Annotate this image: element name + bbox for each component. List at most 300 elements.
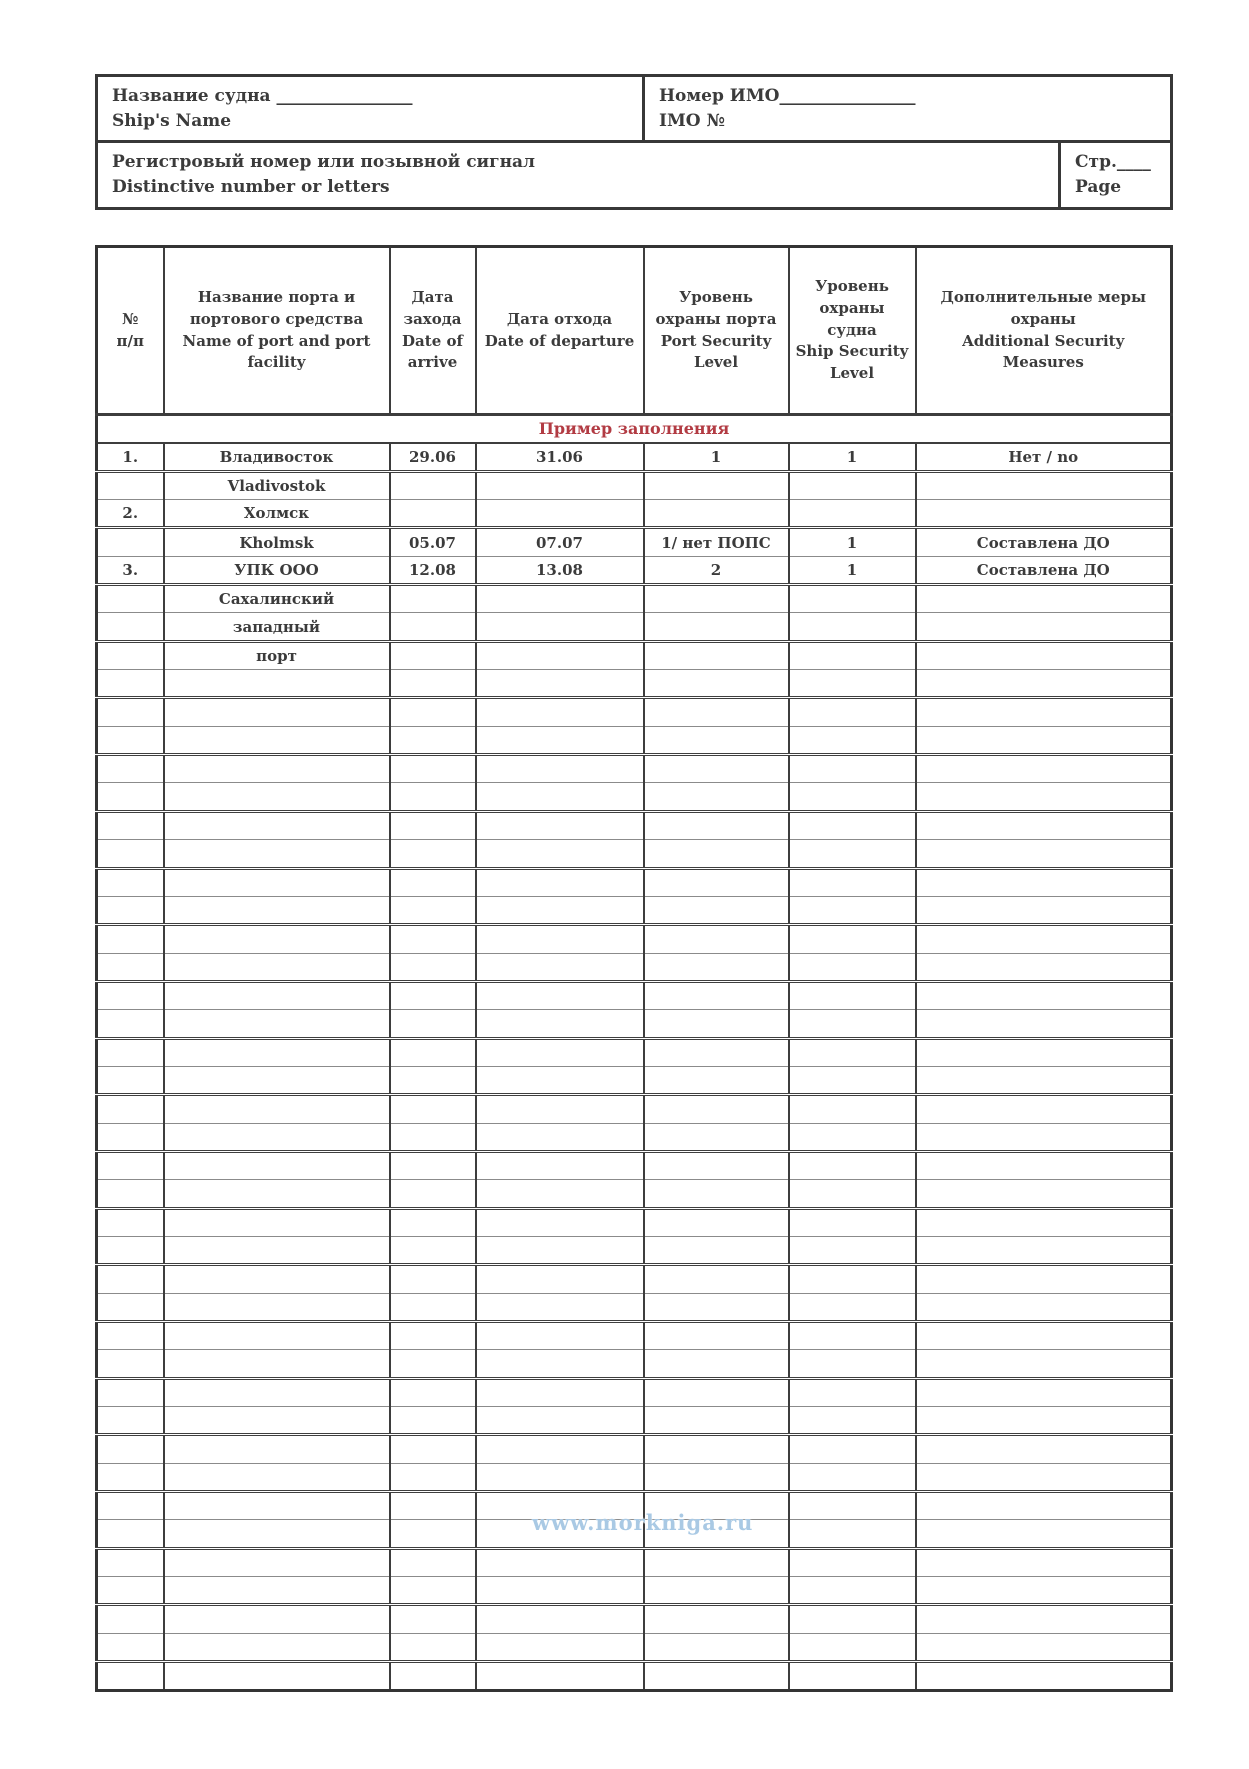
table-cell xyxy=(164,868,390,896)
table-cell xyxy=(644,783,789,811)
table-cell xyxy=(97,641,164,669)
table-cell xyxy=(476,1322,644,1350)
table-cell xyxy=(97,925,164,953)
table-cell xyxy=(916,1350,1172,1378)
table-cell: 29.06 xyxy=(390,443,476,471)
table-row xyxy=(97,1492,1172,1520)
table-cell: 1. xyxy=(97,443,164,471)
table-cell xyxy=(390,1265,476,1293)
col-port-ru: Название порта и портового средства xyxy=(189,288,364,328)
table-cell: Kholmsk xyxy=(164,528,390,556)
table-cell xyxy=(97,1236,164,1264)
table-cell xyxy=(476,840,644,868)
table-cell xyxy=(476,471,644,499)
table-cell xyxy=(97,1577,164,1605)
table-row xyxy=(97,925,1172,953)
table-cell xyxy=(916,670,1172,698)
col-header-port-name xyxy=(164,247,390,415)
col-psl-ru: Уровень охраны порта xyxy=(655,288,777,328)
col-departure-en: Date of departure xyxy=(484,331,635,350)
table-cell xyxy=(644,868,789,896)
col-header-date-arrive xyxy=(390,247,476,415)
watermark-text: www.morkniga.ru xyxy=(532,1510,754,1535)
table-cell xyxy=(97,1066,164,1094)
table-row xyxy=(97,1322,1172,1350)
table-cell xyxy=(789,1378,916,1406)
table-cell xyxy=(644,698,789,726)
table-cell xyxy=(390,783,476,811)
table-cell xyxy=(789,726,916,754)
table-cell xyxy=(916,1548,1172,1576)
distinctive-label-ru: Регистровый номер или позывной сигнал xyxy=(112,152,536,172)
table-cell xyxy=(644,1123,789,1151)
table-cell xyxy=(97,670,164,698)
table-cell xyxy=(789,1548,916,1576)
table-cell xyxy=(390,1038,476,1066)
table-cell xyxy=(789,1605,916,1633)
imo-label-en: IMO № xyxy=(659,110,725,131)
ship-name-label-en: Ship's Name xyxy=(112,110,232,131)
table-row xyxy=(97,896,1172,924)
table-row xyxy=(97,1662,1172,1691)
table-cell xyxy=(789,1492,916,1520)
table-cell xyxy=(476,1293,644,1321)
table-cell xyxy=(164,1265,390,1293)
table-cell xyxy=(164,1180,390,1208)
table-cell xyxy=(916,1435,1172,1463)
table-cell xyxy=(916,641,1172,669)
table-row xyxy=(97,1095,1172,1123)
table-cell xyxy=(789,1407,916,1435)
table-cell xyxy=(390,670,476,698)
table-row xyxy=(97,556,1172,584)
distinctive-label-en: Distinctive number or letters xyxy=(112,176,390,197)
table-row xyxy=(97,1463,1172,1491)
table-cell xyxy=(644,500,789,528)
table-cell xyxy=(476,641,644,669)
table-cell xyxy=(789,1322,916,1350)
col-ssl-en: Ship Security Level xyxy=(795,342,909,383)
table-cell xyxy=(789,1633,916,1661)
table-cell xyxy=(164,1463,390,1491)
table-cell: Составлена ДО xyxy=(916,556,1172,584)
table-cell xyxy=(644,1577,789,1605)
table-cell xyxy=(97,896,164,924)
table-cell xyxy=(916,1322,1172,1350)
table-cell xyxy=(164,925,390,953)
col-header-date-departure xyxy=(476,247,644,415)
col-header-number xyxy=(97,247,164,415)
table-cell xyxy=(476,1577,644,1605)
table-cell xyxy=(390,698,476,726)
table-cell xyxy=(644,1322,789,1350)
table-cell xyxy=(97,811,164,839)
table-cell xyxy=(390,1180,476,1208)
table-cell xyxy=(164,1492,390,1520)
table-cell: 3. xyxy=(97,556,164,584)
table-cell xyxy=(476,1548,644,1576)
table-cell xyxy=(97,1492,164,1520)
table-cell xyxy=(916,1038,1172,1066)
table-cell xyxy=(164,1010,390,1038)
table-cell xyxy=(789,783,916,811)
table-cell xyxy=(164,1577,390,1605)
table-cell xyxy=(916,840,1172,868)
table-row xyxy=(97,1123,1172,1151)
table-cell xyxy=(476,953,644,981)
table-cell xyxy=(916,953,1172,981)
table-cell xyxy=(390,585,476,613)
table-row xyxy=(97,1010,1172,1038)
table-row xyxy=(97,471,1172,499)
table-cell: Нет / no xyxy=(916,443,1172,471)
table-cell xyxy=(164,783,390,811)
table-row xyxy=(97,1520,1172,1548)
table-cell xyxy=(390,1492,476,1520)
table-cell xyxy=(164,811,390,839)
table-cell xyxy=(390,500,476,528)
table-cell: Составлена ДО xyxy=(916,528,1172,556)
table-cell xyxy=(164,1293,390,1321)
table-cell xyxy=(916,726,1172,754)
table-cell xyxy=(97,585,164,613)
table-row xyxy=(97,840,1172,868)
table-cell xyxy=(164,755,390,783)
table-cell xyxy=(789,1463,916,1491)
table-cell xyxy=(390,925,476,953)
table-body xyxy=(97,415,1172,1691)
table-cell xyxy=(476,1038,644,1066)
table-cell xyxy=(916,925,1172,953)
table-cell xyxy=(390,613,476,641)
table-row xyxy=(97,1293,1172,1321)
table-cell xyxy=(97,1520,164,1548)
distinctive-number-field xyxy=(98,143,1058,207)
table-cell xyxy=(97,1662,164,1691)
table-cell xyxy=(476,981,644,1009)
table-cell xyxy=(789,1265,916,1293)
table-cell xyxy=(789,981,916,1009)
table-cell xyxy=(164,1407,390,1435)
table-cell: Владивосток xyxy=(164,443,390,471)
table-row xyxy=(97,1265,1172,1293)
table-row xyxy=(97,443,1172,471)
table-cell xyxy=(164,1350,390,1378)
table-cell: 1 xyxy=(789,443,916,471)
col-port-en: Name of port and port facility xyxy=(182,331,371,372)
table-cell xyxy=(916,1407,1172,1435)
table-cell xyxy=(916,698,1172,726)
table-cell xyxy=(476,896,644,924)
table-cell xyxy=(789,670,916,698)
table-cell xyxy=(644,953,789,981)
table-cell xyxy=(916,1208,1172,1236)
table-cell xyxy=(789,1010,916,1038)
table-row xyxy=(97,613,1172,641)
table-cell xyxy=(789,585,916,613)
table-cell: 1 xyxy=(789,556,916,584)
table-cell xyxy=(789,755,916,783)
table-cell xyxy=(916,783,1172,811)
table-cell xyxy=(789,1066,916,1094)
table-cell xyxy=(644,1038,789,1066)
table-cell xyxy=(916,585,1172,613)
table-cell xyxy=(390,1123,476,1151)
table-cell xyxy=(644,1010,789,1038)
table-row xyxy=(97,585,1172,613)
col-arrive-ru: Дата захода xyxy=(403,288,462,328)
table-cell xyxy=(390,1577,476,1605)
table-cell xyxy=(916,613,1172,641)
table-cell xyxy=(390,1095,476,1123)
table-cell xyxy=(789,1095,916,1123)
table-cell xyxy=(476,1265,644,1293)
table-cell xyxy=(916,1605,1172,1633)
table-cell xyxy=(789,698,916,726)
table-cell xyxy=(916,896,1172,924)
table-row xyxy=(97,1038,1172,1066)
table-row xyxy=(97,981,1172,1009)
table-cell xyxy=(644,585,789,613)
table-cell xyxy=(644,1435,789,1463)
table-row xyxy=(97,1236,1172,1264)
table-cell xyxy=(164,1322,390,1350)
col-number-ru: № xyxy=(122,309,139,328)
table-cell xyxy=(97,1151,164,1179)
table-cell xyxy=(97,528,164,556)
table-cell xyxy=(916,1520,1172,1548)
table-cell xyxy=(644,1293,789,1321)
table-cell xyxy=(97,698,164,726)
table-cell xyxy=(644,1208,789,1236)
table-cell xyxy=(476,613,644,641)
table-cell xyxy=(916,811,1172,839)
table-cell xyxy=(476,1378,644,1406)
table-cell xyxy=(97,726,164,754)
table-cell xyxy=(164,1605,390,1633)
table-cell xyxy=(97,981,164,1009)
table-cell xyxy=(390,1463,476,1491)
table-cell xyxy=(644,1407,789,1435)
table-cell xyxy=(644,1265,789,1293)
ship-name-field xyxy=(98,77,642,140)
table-cell xyxy=(789,1662,916,1691)
table-row xyxy=(97,953,1172,981)
table-cell xyxy=(644,641,789,669)
table-cell xyxy=(916,1151,1172,1179)
table-cell xyxy=(644,840,789,868)
table-cell xyxy=(97,1010,164,1038)
example-row xyxy=(97,415,1172,443)
table-cell xyxy=(164,1378,390,1406)
table-cell xyxy=(789,1435,916,1463)
table-cell xyxy=(164,1066,390,1094)
table-cell xyxy=(916,1180,1172,1208)
table-cell xyxy=(97,1095,164,1123)
table-cell xyxy=(390,1435,476,1463)
table-cell xyxy=(476,1010,644,1038)
table-cell xyxy=(916,1010,1172,1038)
table-cell xyxy=(97,613,164,641)
table-cell xyxy=(390,1322,476,1350)
table-cell xyxy=(789,868,916,896)
table-cell xyxy=(789,896,916,924)
table-cell xyxy=(916,1265,1172,1293)
table-cell: 05.07 xyxy=(390,528,476,556)
table-cell xyxy=(476,783,644,811)
table-cell xyxy=(916,1123,1172,1151)
table-cell: 07.07 xyxy=(476,528,644,556)
table-cell xyxy=(97,953,164,981)
table-cell xyxy=(97,1463,164,1491)
table-cell xyxy=(164,896,390,924)
table-cell xyxy=(789,613,916,641)
table-cell: Холмск xyxy=(164,500,390,528)
table-cell: 1 xyxy=(789,528,916,556)
table-row xyxy=(97,811,1172,839)
table-cell xyxy=(390,1378,476,1406)
table-cell xyxy=(644,1662,789,1691)
security-log-table xyxy=(95,245,1173,1692)
table-cell xyxy=(97,1180,164,1208)
table-cell xyxy=(916,755,1172,783)
table-cell xyxy=(164,726,390,754)
table-cell xyxy=(916,868,1172,896)
table-cell xyxy=(789,1208,916,1236)
table-cell xyxy=(164,1548,390,1576)
table-row xyxy=(97,1577,1172,1605)
table-cell xyxy=(476,1123,644,1151)
table-cell xyxy=(476,755,644,783)
table-cell xyxy=(789,1577,916,1605)
table-cell xyxy=(644,981,789,1009)
col-add-en: Additional Security Measures xyxy=(962,331,1125,372)
table-cell xyxy=(97,1378,164,1406)
table-cell xyxy=(164,1151,390,1179)
table-row xyxy=(97,1407,1172,1435)
table-cell xyxy=(97,1407,164,1435)
table-cell xyxy=(476,1435,644,1463)
table-cell xyxy=(97,1605,164,1633)
table-cell xyxy=(390,896,476,924)
table-cell xyxy=(789,471,916,499)
table-cell: 31.06 xyxy=(476,443,644,471)
table-row xyxy=(97,1633,1172,1661)
table-cell xyxy=(644,613,789,641)
table-cell xyxy=(97,1208,164,1236)
col-ssl-ru: Уровень охраны судна xyxy=(815,277,889,339)
table-cell xyxy=(476,670,644,698)
table-row xyxy=(97,500,1172,528)
table-cell xyxy=(789,1180,916,1208)
table-cell xyxy=(789,1520,916,1548)
table-cell xyxy=(390,1208,476,1236)
table-cell xyxy=(476,1208,644,1236)
table-cell xyxy=(916,1095,1172,1123)
table-cell xyxy=(164,1038,390,1066)
table-cell xyxy=(644,1548,789,1576)
table-cell: УПК ООО xyxy=(164,556,390,584)
table-cell xyxy=(390,868,476,896)
table-cell xyxy=(97,471,164,499)
table-cell xyxy=(97,1123,164,1151)
table-header-row xyxy=(97,247,1172,415)
table-cell xyxy=(789,811,916,839)
table-cell xyxy=(644,811,789,839)
table-cell xyxy=(789,840,916,868)
table-cell xyxy=(644,471,789,499)
table-cell xyxy=(390,1605,476,1633)
table-cell: 12.08 xyxy=(390,556,476,584)
table-cell xyxy=(164,953,390,981)
table-cell xyxy=(390,641,476,669)
table-cell xyxy=(390,1520,476,1548)
table-cell xyxy=(789,1293,916,1321)
table-cell xyxy=(97,1322,164,1350)
table-cell xyxy=(476,1066,644,1094)
col-number-en: п/п xyxy=(116,331,144,350)
table-cell xyxy=(476,1605,644,1633)
table-header xyxy=(97,247,1172,415)
table-cell xyxy=(476,1151,644,1179)
table-cell: 2. xyxy=(97,500,164,528)
table-row xyxy=(97,528,1172,556)
table-cell xyxy=(390,981,476,1009)
table-row xyxy=(97,1208,1172,1236)
table-cell xyxy=(476,726,644,754)
table-cell xyxy=(916,1492,1172,1520)
table-cell xyxy=(390,1236,476,1264)
table-cell xyxy=(390,1350,476,1378)
table-cell xyxy=(644,670,789,698)
table-cell xyxy=(164,1633,390,1661)
table-cell xyxy=(916,1066,1172,1094)
table-cell xyxy=(644,1151,789,1179)
distinctive-number-box xyxy=(95,140,1173,210)
table-cell: 2 xyxy=(644,556,789,584)
table-cell: 1 xyxy=(644,443,789,471)
table-cell xyxy=(644,896,789,924)
table-cell xyxy=(164,670,390,698)
table-cell xyxy=(97,1633,164,1661)
table-cell xyxy=(476,1633,644,1661)
table-cell xyxy=(916,471,1172,499)
table-cell xyxy=(164,981,390,1009)
table-cell xyxy=(644,1633,789,1661)
table-row xyxy=(97,755,1172,783)
table-cell xyxy=(644,1378,789,1406)
table-cell xyxy=(644,1095,789,1123)
table-cell xyxy=(476,1180,644,1208)
table-cell xyxy=(476,1407,644,1435)
table-cell xyxy=(476,868,644,896)
table-cell xyxy=(164,1662,390,1691)
table-cell xyxy=(644,726,789,754)
table-cell xyxy=(390,1151,476,1179)
table-cell xyxy=(97,755,164,783)
table-cell xyxy=(390,1633,476,1661)
table-cell xyxy=(789,1236,916,1264)
table-cell xyxy=(390,1662,476,1691)
table-cell xyxy=(164,1520,390,1548)
table-cell xyxy=(644,755,789,783)
table-cell xyxy=(164,1123,390,1151)
table-cell xyxy=(789,641,916,669)
table-cell xyxy=(164,840,390,868)
table-cell xyxy=(164,1095,390,1123)
table-cell xyxy=(164,698,390,726)
table-cell xyxy=(390,1293,476,1321)
